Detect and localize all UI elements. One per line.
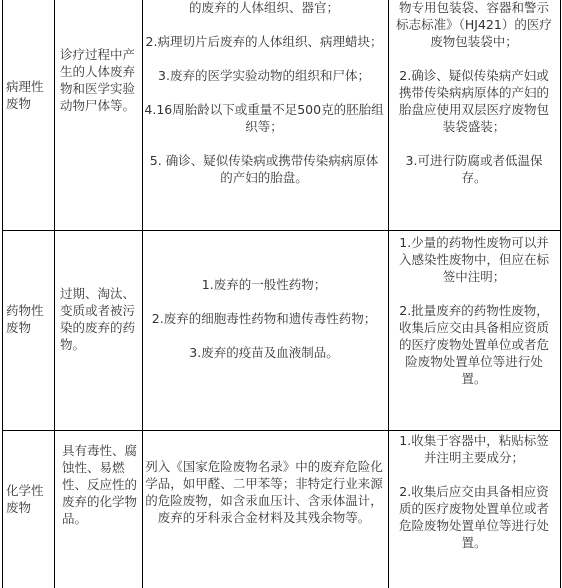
handling-cell <box>394 234 554 387</box>
item-text: 4.16周胎龄以下或重量不足500克的胚胎组织等； <box>144 102 384 134</box>
handling-text: 2.收集后应交由具备相应资质的医疗废物处置单位或者危险废物处置单位等进行处置。 <box>398 484 549 550</box>
item-text: 的废弃的人体组织、器官； <box>188 0 339 15</box>
item-text: 2.病理切片后废弃的人体组织、病理蜡块； <box>145 34 383 49</box>
handling-text: 3.可进行防腐或者低温保存。 <box>405 153 543 185</box>
handling-cell <box>394 432 554 551</box>
item-text: 1.废弃的一般性药物； <box>201 277 327 292</box>
handling-text: 2.确诊、疑似传染病产妇或携带传染病病原体的产妇的胎盘应使用双层医疗废物包装袋盛装； <box>398 68 549 134</box>
item-text: 列入《国家危险废物名录》中的废弃危险化学品，如甲醛、二甲苯等；非特定行业来源的危险废物，如含汞血压计、含汞体温计，废弃的牙科汞合金材料及其残余物等。 <box>145 459 383 525</box>
table-row-pathological <box>0 0 562 230</box>
features-cell: 具有毒性、腐蚀性、易燃性、反应性的废弃的化学物品。 <box>62 443 138 526</box>
item-text: 3.废弃的医学实验动物的组织和尸体； <box>158 68 370 83</box>
handling-cell <box>394 0 554 186</box>
category-cell: 化学性废物 <box>6 483 44 515</box>
item-text: 5. 确诊、疑似传染病或携带传染病病原体的产妇的胎盘。 <box>149 153 379 185</box>
items-cell <box>144 276 384 361</box>
features-cell: 过期、淘汰、变质或者被污染的废弃的药物。 <box>60 286 136 352</box>
features-cell: 诊疗过程中产生的人体废弃物和医学实验动物尸体等。 <box>60 47 136 113</box>
handling-text: 1.收集于容器中，粘贴标签并注明主要成分； <box>399 433 549 465</box>
handling-text: 物专用包装袋、容器和警示标志标准》（HJ421）的医疗废物包装袋中； <box>396 0 552 49</box>
table-row-chemical <box>0 430 562 588</box>
table-row-pharmaceutical <box>0 230 562 430</box>
handling-text: 1.少量的药物性废物可以并入感染性废物中，但应在标签中注明； <box>398 235 549 284</box>
category-cell: 病理性废物 <box>6 79 44 111</box>
items-cell <box>144 458 384 526</box>
item-text: 2.废弃的细胞毒性药物和遗传毒性药物； <box>151 311 377 326</box>
handling-text: 2.批量废弃的药物性废物，收集后应交由具备相应资质的医疗废物处置单位或者危险废物处置单位等进行处置。 <box>398 303 549 386</box>
category-cell: 药物性废物 <box>6 303 44 335</box>
items-cell <box>144 0 384 186</box>
item-text: 3.废弃的疫苗及血液制品。 <box>189 345 339 360</box>
